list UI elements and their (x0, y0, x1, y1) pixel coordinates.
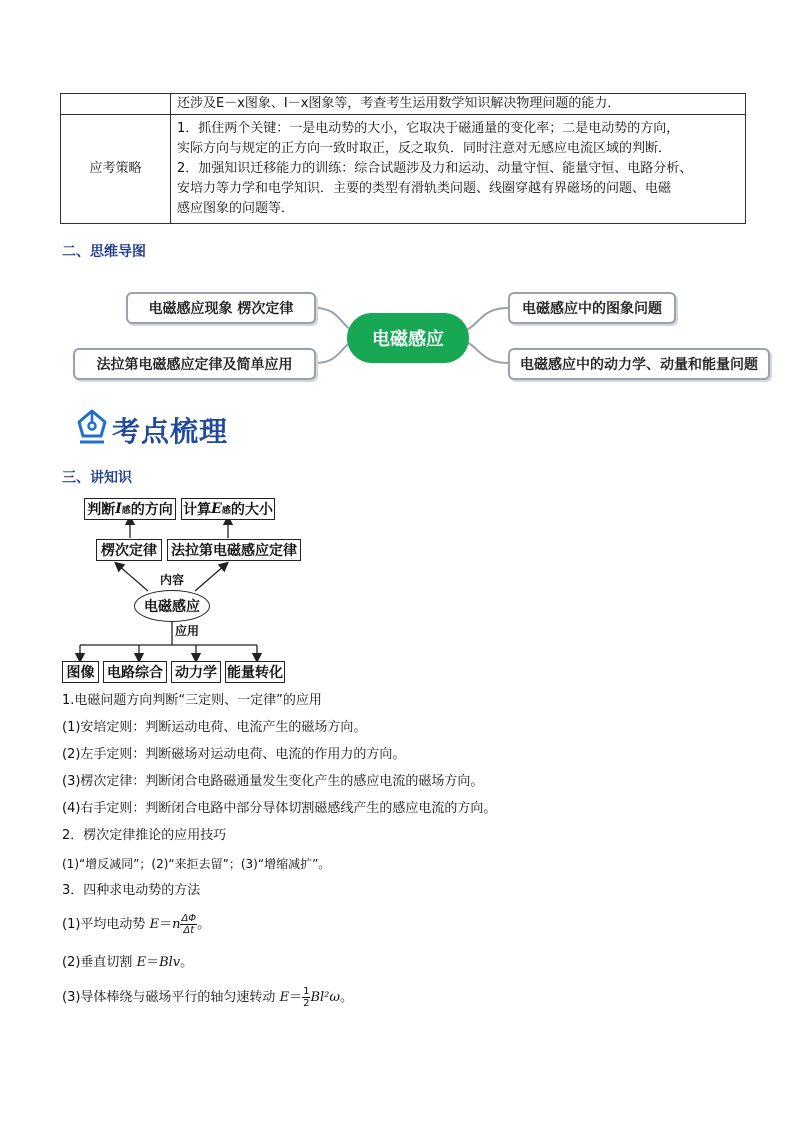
fraction: $\frac{1}{2}$ (303, 986, 310, 1009)
table-line: 2．加强知识迁移能力的训练：综合试题涉及力和运动、动量守恒、能量守恒、电路分析、 (177, 161, 693, 176)
table-row (61, 115, 746, 224)
point-1: 1.电磁问题方向判断“三定则、一定律”的应用 (62, 693, 322, 708)
mindmap-node-left-bottom: 法拉第电磁感应定律及简单应用 (73, 348, 316, 380)
diagram-box-dynamics: 动力学 (171, 661, 221, 683)
table-cell-empty (61, 94, 171, 115)
diagram-box-energy: 能量转化 (225, 661, 285, 683)
page-title: 考点梳理 (112, 415, 229, 448)
diagram-box-circuit: 电路综合 (103, 661, 167, 683)
diagram-ellipse-em-induction: 电磁感应 (134, 590, 210, 622)
table-line: 实际方向与规定的正方向一致时取正，反之取负．同时注意对无感应电流区域的判断． (177, 141, 672, 156)
table-cell-text: 还涉及E－x图象、I－x图象等，考查考生运用数学知识解决物理问题的能力． (171, 94, 746, 115)
formula-perpendicular-cut: (2)垂直切割 E＝Blv。 (62, 955, 194, 970)
formula-average-emf: (1)平均电动势 E＝n $\frac{\Delta\Phi}{\Delta t}$ 。 (62, 913, 211, 936)
mindmap-node-right-top: 电磁感应中的图象问题 (508, 292, 676, 324)
section-heading-mindmap: 二、思维导图 (62, 244, 146, 260)
pen-nib-icon (76, 409, 108, 445)
diagram-box-faraday-law: 法拉第电磁感应定律 (167, 539, 301, 561)
point-1d: (4)右手定则：判断闭合电路中部分导体切割磁感线产生的感应电流的方向。 (62, 801, 497, 816)
diagram-box-graph: 图像 (62, 661, 99, 683)
point-1c: (3)楞次定律：判断闭合电路磁通量发生变化产生的感应电流的磁场方向。 (62, 774, 484, 789)
formula-rotating-rod: (3)导体棒绕与磁场平行的轴匀速转动 E＝ $\frac{1}{2}$ Bl²ω。 (62, 986, 353, 1009)
mindmap-node-right-bottom: 电磁感应中的动力学、动量和能量问题 (508, 348, 770, 380)
table-row (61, 94, 746, 115)
point-1a: (1)安培定则：判断运动电荷、电流产生的磁场方向。 (62, 720, 367, 735)
table-line: 1．抓住两个关键：一是电动势的大小，它取决于磁通量的变化率；二是电动势的方向， (177, 121, 680, 136)
diagram-label-application: 应用 (175, 624, 200, 638)
diagram-box-current-direction: 判断 I 感 的方向 (84, 498, 176, 520)
diagram-label-content: 内容 (160, 573, 185, 587)
point-2a: (1)“增反减同”；(2)“来拒去留”；(3)“增缩减扩”。 (62, 857, 331, 871)
mindmap-node-left-top: 电磁感应现象 楞次定律 (126, 292, 316, 324)
table-line: 感应图象的问题等． (177, 201, 295, 216)
fraction: $\frac{\Delta\Phi}{\Delta t}$ (181, 913, 197, 936)
table-cell-text (171, 115, 746, 224)
diagram-box-emf-magnitude: 计算 E 感 的大小 (181, 498, 275, 520)
point-3: 3．四种求电动势的方法 (62, 883, 201, 898)
table-cell-label: 应考策略 (61, 115, 171, 224)
strategy-table (60, 93, 746, 224)
table-line: 安培力等力学和电学知识．主要的类型有滑轨类问题、线圈穿越有界磁场的问题、电磁 (177, 181, 672, 196)
mindmap-center-node: 电磁感应 (347, 313, 469, 363)
diagram-box-lenz-law: 楞次定律 (96, 539, 162, 561)
point-1b: (2)左手定则：判断磁场对运动电荷、电流的作用力的方向。 (62, 747, 406, 762)
point-2: 2．楞次定律推论的应用技巧 (62, 828, 227, 843)
section-heading-knowledge: 三、讲知识 (62, 470, 132, 486)
